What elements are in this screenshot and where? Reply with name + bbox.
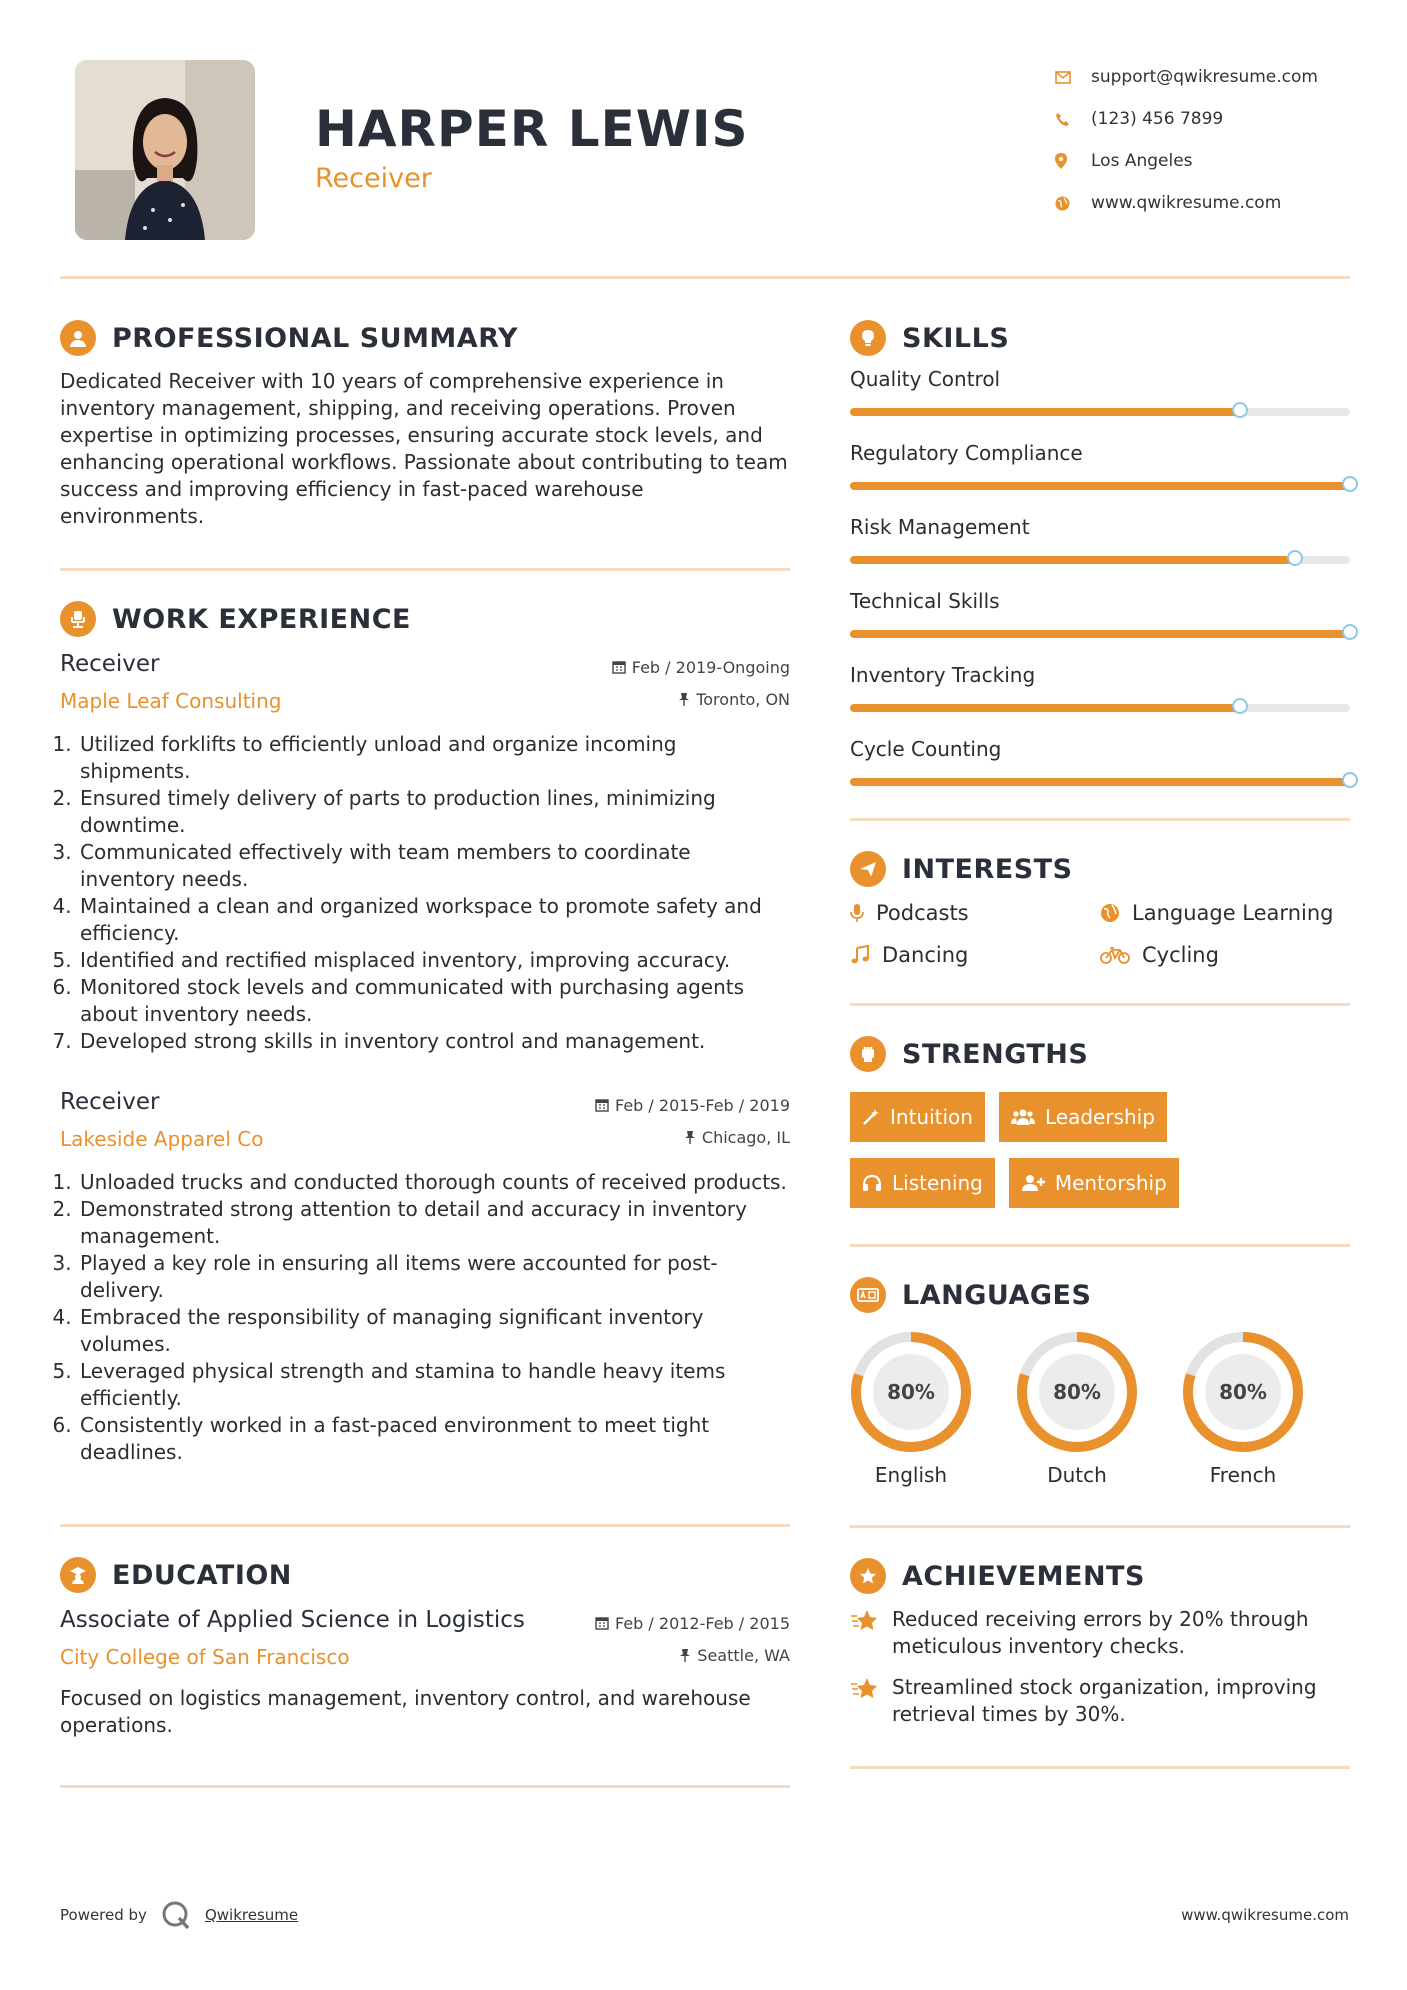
list-item: 6. Monitored stock levels and communicated with purchasing agents about inventory needs.: [78, 974, 790, 1028]
language-name: Dutch: [1047, 1463, 1107, 1487]
achievement-item: Reduced receiving errors by 20% through meticulous inventory checks.: [850, 1606, 1350, 1660]
map-pin-icon: [1055, 153, 1091, 169]
strengths-section: [850, 1036, 1350, 1247]
contact-location-text: Los Angeles: [1091, 151, 1193, 171]
languages-heading: [850, 1277, 1350, 1313]
graduate-icon: [60, 1557, 96, 1593]
calendar-icon: [595, 1098, 609, 1112]
left-column: [60, 320, 790, 1788]
education-section: [60, 1557, 790, 1788]
skill-name: Regulatory Compliance: [850, 441, 1083, 465]
degree-title: Associate of Applied Science in Logistics: [60, 1607, 525, 1633]
job-title: Receiver: [60, 651, 160, 677]
calendar-icon: [612, 660, 626, 674]
list-item: 3. Communicated effectively with team members to coordinate inventory needs.: [78, 839, 790, 893]
job-location: Toronto, ON: [612, 683, 790, 715]
skill-item: [850, 512, 1350, 564]
lightbulb-icon: [850, 320, 886, 356]
list-item: 1. Unloaded trucks and conducted thorough counts of received products.: [78, 1169, 790, 1196]
contact-location: [1055, 140, 1318, 182]
section-divider: [850, 1244, 1350, 1247]
work-title: WORK EXPERIENCE: [112, 603, 411, 635]
summary-heading: [60, 320, 790, 356]
list-item: 4. Maintained a clean and organized workspace to promote safety and efficiency.: [78, 893, 790, 947]
section-divider: [850, 1525, 1350, 1528]
achievements-heading: [850, 1558, 1350, 1594]
strength-chip: Listening: [850, 1158, 995, 1208]
skills-section: [850, 320, 1350, 821]
strengths-heading: [850, 1036, 1350, 1072]
education-entry: [60, 1607, 790, 1739]
skill-name: Inventory Tracking: [850, 663, 1036, 687]
summary-text: Dedicated Receiver with 10 years of comprehensive experience in inventory management, shipping, and receiving operations. Proven expertise in optimizing processes, ensuring accurate stock levels, and enhancing operational workflows. Passionate about contributing to team success and improving efficiency in fast-paced warehouse environments.: [60, 369, 788, 528]
profile-photo: [75, 60, 255, 240]
language-percent: 80%: [1053, 1380, 1101, 1404]
interest-item: Cycling: [1100, 943, 1350, 967]
list-item: 5. Leveraged physical strength and stamina to handle heavy items efficiently.: [78, 1358, 790, 1412]
section-divider: [850, 1003, 1350, 1006]
interests-title: INTERESTS: [902, 853, 1073, 885]
job-title: Receiver: [60, 1089, 160, 1115]
calendar-icon: [595, 1616, 609, 1630]
language-ring: [1016, 1331, 1138, 1453]
language-item: [1016, 1331, 1138, 1487]
interests-heading: [850, 851, 1350, 887]
chair-icon: [60, 601, 96, 637]
skill-bar-fill: [850, 630, 1350, 638]
section-divider: [60, 568, 790, 571]
right-column: [850, 320, 1350, 1769]
professional-summary-section: [60, 320, 790, 571]
language-item: [850, 1331, 972, 1487]
microphone-icon: [850, 903, 864, 923]
pushpin-icon: [684, 1130, 696, 1144]
list-item: 2. Ensured timely delivery of parts to production lines, minimizing downtime.: [78, 785, 790, 839]
skill-bar-knob: [1342, 476, 1358, 492]
skill-name: Technical Skills: [850, 589, 1000, 613]
user-icon: [60, 320, 96, 356]
contact-phone[interactable]: [1055, 98, 1318, 140]
skill-item: [850, 364, 1350, 416]
candidate-name: HARPER LEWIS: [315, 100, 749, 158]
skill-bar: [850, 482, 1350, 490]
list-item: 6. Consistently worked in a fast-paced environment to meet tight deadlines.: [78, 1412, 790, 1466]
contact-email[interactable]: [1055, 56, 1318, 98]
skill-name: Quality Control: [850, 367, 1001, 391]
education-title: EDUCATION: [112, 1559, 292, 1591]
interest-item: Dancing: [850, 943, 1100, 967]
language-percent: 80%: [887, 1380, 935, 1404]
education-dates: Feb / 2012-Feb / 2015: [595, 1607, 790, 1639]
qwikresume-link[interactable]: Qwikresume: [204, 1906, 299, 1924]
job-dates: Feb / 2019-Ongoing: [612, 651, 790, 683]
languages-section: [850, 1277, 1350, 1528]
section-divider: [60, 1785, 790, 1788]
contact-website-text: www.qwikresume.com: [1091, 193, 1282, 213]
skill-bar: [850, 630, 1350, 638]
pushpin-icon: [679, 1648, 691, 1662]
list-item: 3. Played a key role in ensuring all items were accounted for post-delivery.: [78, 1250, 790, 1304]
section-divider: [60, 1524, 790, 1527]
skill-bar-knob: [1232, 402, 1248, 418]
footer-url[interactable]: www.qwikresume.com: [1181, 1906, 1349, 1924]
list-item: 7. Developed strong skills in inventory control and management.: [78, 1028, 790, 1055]
education-heading: [60, 1557, 790, 1593]
star-icon: [850, 1608, 880, 1634]
job-entry: [60, 651, 790, 1055]
magic-wand-icon: [862, 1108, 880, 1126]
star-icon: [850, 1676, 880, 1702]
skill-bar-fill: [850, 556, 1295, 564]
languages-list: [850, 1331, 1350, 1487]
work-heading: [60, 601, 790, 637]
strengths-list: [850, 1092, 1270, 1208]
language-percent: 80%: [1219, 1380, 1267, 1404]
envelope-icon: [1055, 71, 1091, 84]
users-icon: [1011, 1108, 1035, 1126]
skill-item: [850, 438, 1350, 490]
skills-heading: [850, 320, 1350, 356]
skill-bar: [850, 556, 1350, 564]
job-bullets: [60, 731, 790, 1055]
skill-name: Cycle Counting: [850, 737, 1002, 761]
globe-icon: [1100, 903, 1120, 923]
job-bullets: [60, 1169, 790, 1466]
achievements-section: [850, 1558, 1350, 1769]
list-item: 2. Demonstrated strong attention to detail and accuracy in inventory management.: [78, 1196, 790, 1250]
skill-bar-fill: [850, 778, 1350, 786]
achievements-title: ACHIEVEMENTS: [902, 1560, 1145, 1592]
star-badge-icon: [850, 1558, 886, 1594]
language-ring: [850, 1331, 972, 1453]
summary-title: PROFESSIONAL SUMMARY: [112, 322, 519, 354]
achievement-item: Streamlined stock organization, improving retrieval times by 30%.: [850, 1674, 1350, 1728]
section-divider: [850, 818, 1350, 821]
user-plus-icon: [1021, 1174, 1045, 1192]
list-item: 1. Utilized forklifts to efficiently unload and organize incoming shipments.: [78, 731, 790, 785]
powered-by-label: Powered by: [60, 1906, 147, 1924]
list-item: 4. Embraced the responsibility of managing significant inventory volumes.: [78, 1304, 790, 1358]
bicycle-icon: [1100, 946, 1130, 964]
skill-bar-knob: [1342, 772, 1358, 788]
skill-bar: [850, 408, 1350, 416]
strength-chip: Mentorship: [1009, 1158, 1179, 1208]
contact-website[interactable]: [1055, 182, 1318, 224]
education-location: Seattle, WA: [595, 1639, 790, 1671]
skill-bar-knob: [1342, 624, 1358, 640]
interests-section: [850, 851, 1350, 1006]
job-company: Lakeside Apparel Co: [60, 1127, 264, 1151]
work-experience-section: [60, 601, 790, 1527]
skills-list: [850, 364, 1350, 786]
interest-item: Language Learning: [1100, 901, 1350, 925]
list-item: 5. Identified and rectified misplaced inventory, improving accuracy.: [78, 947, 790, 974]
contact-list: [1055, 56, 1318, 224]
fist-icon: [850, 1036, 886, 1072]
skill-bar: [850, 704, 1350, 712]
qwikresume-logo-icon: [161, 1900, 191, 1930]
skill-bar-fill: [850, 704, 1240, 712]
school-name: City College of San Francisco: [60, 1645, 350, 1669]
pushpin-icon: [678, 692, 690, 706]
skill-item: [850, 734, 1350, 786]
header-divider: [60, 276, 1350, 279]
interest-item: Podcasts: [850, 901, 1100, 925]
skill-item: [850, 660, 1350, 712]
headphones-icon: [862, 1174, 882, 1192]
job-entry: [60, 1089, 790, 1466]
job-location: Chicago, IL: [595, 1121, 790, 1153]
skill-bar-knob: [1287, 550, 1303, 566]
job-company: Maple Leaf Consulting: [60, 689, 282, 713]
language-name: French: [1209, 1463, 1277, 1487]
skill-bar-fill: [850, 482, 1350, 490]
language-ring: [1182, 1331, 1304, 1453]
languages-title: LANGUAGES: [902, 1279, 1092, 1311]
contact-phone-text: (123) 456 7899: [1091, 109, 1224, 129]
education-text: Focused on logistics management, inventory control, and warehouse operations.: [60, 1686, 751, 1737]
candidate-role: Receiver: [315, 163, 432, 194]
language-name: English: [874, 1463, 948, 1487]
job-dates: Feb / 2015-Feb / 2019: [595, 1089, 790, 1121]
language-item: [1182, 1331, 1304, 1487]
music-note-icon: [850, 945, 870, 965]
skill-bar-knob: [1232, 698, 1248, 714]
strengths-title: STRENGTHS: [902, 1038, 1089, 1070]
interests-list: [850, 901, 1350, 967]
achievements-list: [850, 1606, 1350, 1728]
paper-plane-icon: [850, 851, 886, 887]
skills-title: SKILLS: [902, 322, 1010, 354]
skill-bar-fill: [850, 408, 1240, 416]
phone-icon: [1055, 112, 1091, 127]
language-card-icon: [850, 1277, 886, 1313]
skill-name: Risk Management: [850, 515, 1030, 539]
skill-bar: [850, 778, 1350, 786]
footer-powered-by: [60, 1900, 298, 1930]
contact-email-text: support@qwikresume.com: [1091, 67, 1318, 87]
globe-icon: [1055, 196, 1091, 211]
skill-item: [850, 586, 1350, 638]
section-divider: [850, 1766, 1350, 1769]
strength-chip: Leadership: [999, 1092, 1167, 1142]
strength-chip: Intuition: [850, 1092, 985, 1142]
